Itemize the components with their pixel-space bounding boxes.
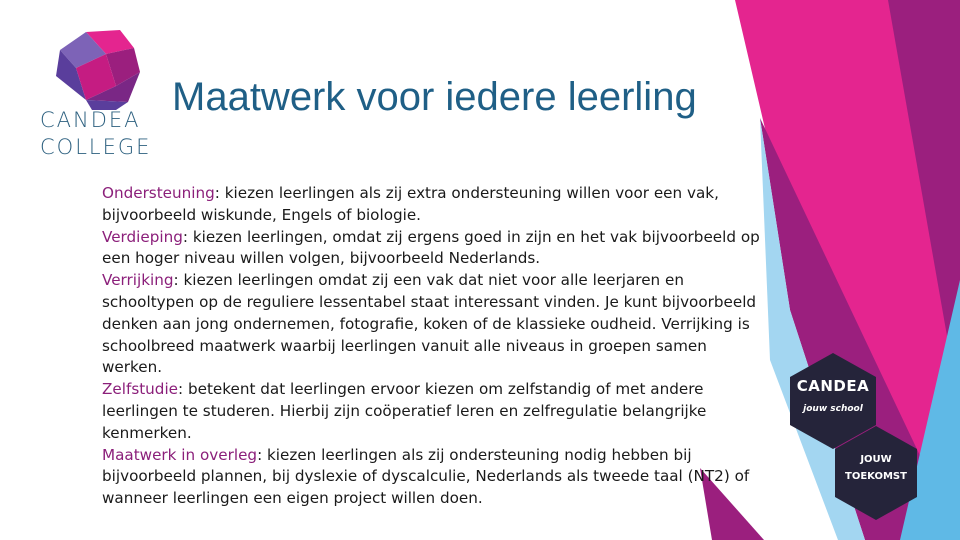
item-term: Maatwerk in overleg: [102, 445, 258, 464]
badge-candea-title: CANDEA: [796, 377, 870, 395]
slide-title: Maatwerk voor iedere leerling: [172, 75, 697, 119]
badge-toekomst-line2: TOEKOMST: [845, 471, 907, 482]
badge-candea-subtitle: jouw school: [803, 404, 863, 414]
item-verrijking: [102, 270, 762, 379]
logo-text-college: COLLEGE: [40, 135, 152, 159]
logo-text-candea: CANDEA: [40, 108, 141, 132]
item-term: Verdieping: [102, 227, 183, 246]
item-text: : kiezen leerlingen omdat zij een vak dat niet voor alle leerjaren en schooltypen op de reguliere lessentabel staat interessant vinden. Je kunt bijvoorbeeld denken aan jong ondernemen, fotografie, koken of de klassieke oudheid. Verrijking is schoolbreed maatwerk waarbij leerlingen vanuit alle niveaus in groepen samen werken.: [102, 271, 757, 377]
item-maatwerk-in-overleg: [102, 445, 762, 510]
item-term: Ondersteuning: [102, 184, 215, 202]
slide-body: [102, 183, 762, 510]
item-text: : betekent dat leerlingen ervoor kiezen om zelfstandig of met andere leerlingen te studeren. Hierbij zijn coöperatief leren en zelfregulatie belangrijke kenmerken.: [102, 380, 707, 442]
badge-toekomst-line1: JOUW: [860, 454, 892, 465]
item-text: : kiezen leerlingen, omdat zij ergens goed in zijn en het vak bijvoorbeeld op een hoger niveau willen volgen, bijvoorbeeld Nederlands.: [102, 227, 760, 268]
item-zelfstudie: [102, 379, 762, 444]
candea-college-logo: [34, 28, 158, 164]
item-term: Verrijking: [102, 271, 174, 290]
item-term: Zelfstudie: [102, 380, 179, 399]
item-text: : kiezen leerlingen als zij extra ondersteuning willen voor een vak, bijvoorbeeld wiskunde, Engels of biologie.: [102, 184, 719, 224]
item-verdieping: [102, 227, 762, 271]
item-ondersteuning: [102, 183, 762, 227]
badge-jouw-toekomst: [833, 425, 919, 521]
logo-gem-icon: [46, 28, 146, 112]
item-text: : kiezen leerlingen als zij ondersteuning nodig hebben bij bijvoorbeeld plannen, bij dyslexie of dyscalculie, Nederlands als tweede taal (NT2) of wanneer leerlingen een eigen project willen doen.: [102, 445, 750, 508]
